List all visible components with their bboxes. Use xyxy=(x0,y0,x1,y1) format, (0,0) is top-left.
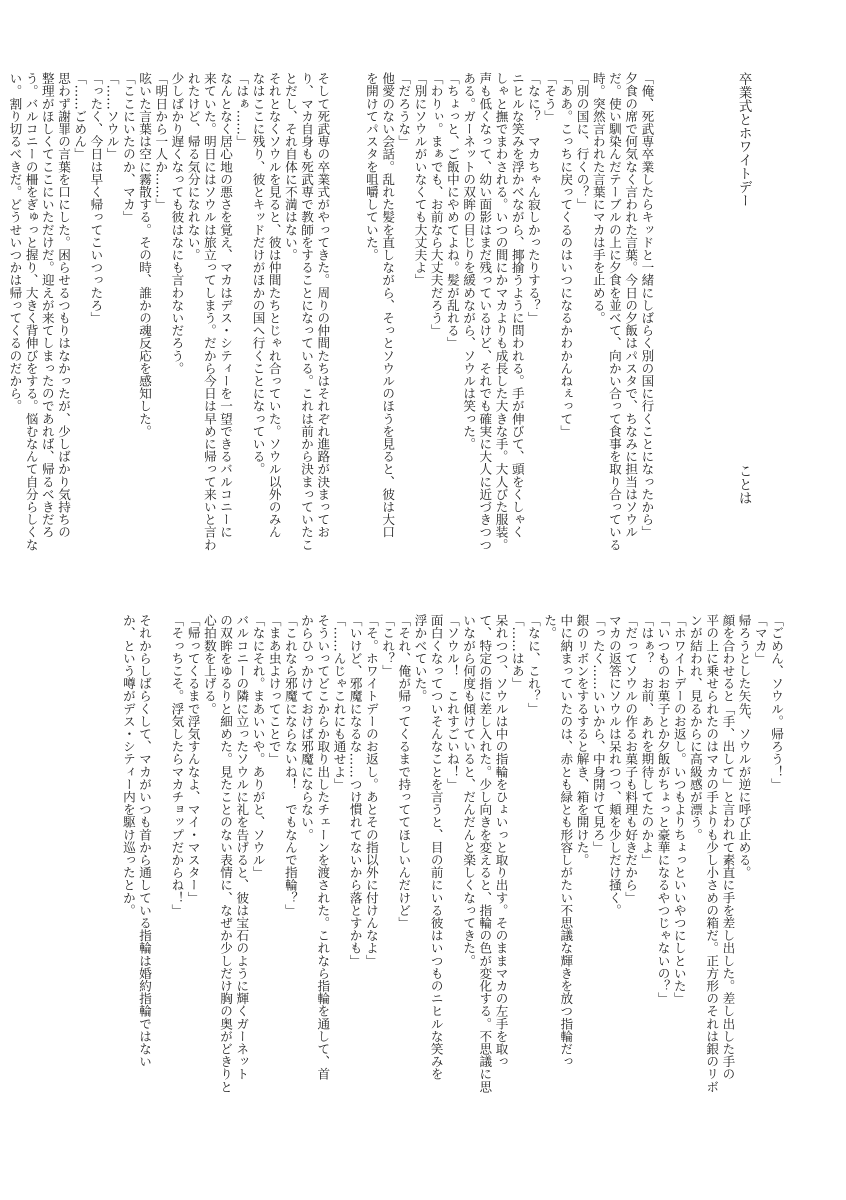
text-line: ある。ガーネットの双眸の目じりを緩めながら、ソウルは笑った。 xyxy=(461,72,477,450)
text-line: 「はぁ……」 xyxy=(234,72,250,148)
text-line: 「そっちこそ。浮気したらマカチョップだからね！」 xyxy=(169,614,185,917)
text-line: 「これなら邪魔にならないね！ でもなんで指輪？」 xyxy=(282,614,298,917)
text-line: からひっかけておけば邪魔にならない。 xyxy=(299,614,315,841)
text-line xyxy=(330,72,346,542)
text-line: 夕食の席で何気なく言われた言葉。今日の夕飯はパスタで、ちなみに担当はソウル xyxy=(623,72,639,539)
text-line: いながら何度も傾けていると、だんだんと楽しくなってきた。 xyxy=(461,614,477,967)
text-line: 整理がほしくてここにいただけだ。迎えが来てしまったのであれば、帰るべきだろ xyxy=(39,72,55,539)
text-line: 「だろうな」 xyxy=(396,72,412,148)
text-line: それとなくソウルを見ると、彼は仲間たちとじゃれ合っていた。ソウル以外のみん xyxy=(266,72,282,539)
text-line: とだし、それ自体に不満はない。 xyxy=(282,72,298,261)
text-line: 「なに、これ？」 xyxy=(525,614,541,715)
text-line: 「マカ」 xyxy=(752,614,768,665)
text-line: 「だってソウルの作るお菓子も料理も好きだから」 xyxy=(623,614,639,904)
text-line: 「いつものお菓子とか夕飯がちょっと豪華になるやつじゃないの？」 xyxy=(655,614,671,1005)
text-line: マカの返答にソウルは呆れつつ、頬を少しだけ掻く。 xyxy=(606,614,622,917)
text-line: 銀のリボンをするすると解き、箱を開けた。 xyxy=(574,614,590,866)
text-line: 呆れつつ、ソウルは中の指輪をひょいっと取り出す。そのままマカの左手を取っ xyxy=(493,614,509,1068)
text-line: ニヒルな笑みを浮かべながら、揶揄うように問われる。手が伸びて、頭をくしゃく xyxy=(509,72,525,539)
text-line: バルコニーの隣に立ったソウルに礼を告げると、彼は宝石のように輝くガーネット xyxy=(234,614,250,1081)
text-line: 顔を合わせると「手、出して」と言われて素直に手を差し出した。差し出した手の xyxy=(720,614,736,1081)
upper-text-block xyxy=(7,72,784,551)
text-line: 「はぁ？ お前、あれを期待してたのかよ」 xyxy=(639,614,655,866)
text-line: 「別にソウルがいなくても大丈夫よ」 xyxy=(412,72,428,287)
text-line: 「明日から一人か……」 xyxy=(153,72,169,211)
text-line: 「それ、俺が帰ってくるまで持っててほしいんだけど」 xyxy=(396,614,412,929)
text-line: 思わず謝罪の言葉を口にした。困らせるつもりはなかったが、少しばかり気持ちの xyxy=(56,72,72,539)
text-line: 「……ごめん」 xyxy=(72,72,88,161)
text-line: て、特定の指に差し入れた。少し向きを変えると、指輪の色が変化する。不思議に思 xyxy=(477,614,493,1093)
text-line: 「まあ虫よけってことで」 xyxy=(266,614,282,766)
story-title: 卒業式とホワイトデー ことは xyxy=(735,72,752,504)
author-name: ことは xyxy=(735,463,752,504)
text-line: た。 xyxy=(542,614,558,640)
text-line: 呟いた言葉は空に霧散する。その時、誰かの魂反応を感知した。 xyxy=(137,72,153,438)
text-line: 「俺、死武専卒業したらキッドと一緒にしばらく別の国に行くことになったから」 xyxy=(639,72,655,539)
text-line: だ。使い馴染んだテーブルの上に夕食を並べて、向かい合って食事を取り合っている xyxy=(606,72,622,551)
text-line: 「ったく……いいから、中身開けて見ろ」 xyxy=(590,614,606,854)
text-line: 「ここにいたのか、マカ」 xyxy=(120,72,136,224)
text-line: の双眸をゆるりと細めた。見たことのない表情に、なぜか少しだけ胸の奥がどきりと xyxy=(218,614,234,1093)
text-line: い。割り切るべきだ。どうせいつかは帰ってくるのだから。 xyxy=(7,72,23,413)
text-line: 浮かべていた。 xyxy=(412,614,428,703)
text-line: 「帰ってくるまで浮気すんなよ、マイ・マスター」 xyxy=(185,614,201,904)
text-line: 「別の国に、行くの？」 xyxy=(574,72,590,211)
text-line: 来ていた。明日にはソウルは旅立ってしまう。だから今日は早めに帰って来いと言わ xyxy=(201,72,217,551)
text-line: 「ソウル！ これすごいね！」 xyxy=(444,614,460,791)
text-line: 「ちょっと、ご飯中にやめてよね。髪が乱れる」 xyxy=(444,72,460,350)
text-line: なはここに残り、彼とキッドだけがほかの国へ行くことになっている。 xyxy=(250,72,266,476)
text-line: 「……ソウル」 xyxy=(104,72,120,161)
text-line: そして死武専の卒業式がやってきた。周りの仲間たちはそれぞれ進路が決まってお xyxy=(315,72,331,539)
text-line: それからしばらくして、マカがいつも首から通している指輪は婚約指輪ではない xyxy=(137,614,153,1068)
text-line: 中に納まっていたのは、赤とも緑とも形容しがたい不思議な輝きを放つ指輪だっ xyxy=(558,614,574,1068)
text-line: 「わりぃ。まぁでも、お前なら大丈夫だろう」 xyxy=(428,72,444,337)
text-line: 少しばかり遅くなっても彼はなにも言わないだろう。 xyxy=(169,72,185,375)
text-line: 面白くなってついそんなことを言うと、目の前にいる彼はいつものニヒルな笑みを xyxy=(428,614,444,1081)
text-line: そういってどこからか取り出したチェーンを渡された。これなら指輪を通して、首 xyxy=(315,614,331,1081)
text-line: 「ホワイトデーのお返し。いつもよりちょっといいやつにしといた」 xyxy=(671,614,687,1005)
text-line xyxy=(152,614,168,1096)
text-line: 帰ろうとした矢先、ソウルが逆に呼び止める。 xyxy=(736,614,752,879)
text-line: り、マカ自身も死武専で教師をすることになっている。これは前から決まっていたこ xyxy=(299,72,315,551)
text-line: 心拍数を上げる。 xyxy=(201,614,217,715)
text-line: 「いけど、邪魔になるな……つけ慣れてないから落とすかも」 xyxy=(347,614,363,967)
text-line: 「そう」 xyxy=(542,72,558,123)
text-line: 平の上に乗せられたのはマカの手よりも少し小さめの箱だ。正方形のそれは銀のリボ xyxy=(704,614,720,1093)
text-line: なんとなく居心地の悪さを覚え、マカはデス・シティーを一望できるバルコニーに xyxy=(218,72,234,539)
text-line: 「……んじゃこれにも通せよ」 xyxy=(331,614,347,791)
text-line: 「これ？」 xyxy=(380,614,396,677)
text-line: ンが結われ、見るからに高級感が漂う。 xyxy=(687,614,703,841)
text-line: 「……はあ」 xyxy=(509,614,525,690)
text-line: う。バルコニーの柵をぎゅっと握り、大きく背伸びをする。悩むなんて自分らしくな xyxy=(23,72,39,551)
text-line: 「ごめん、ソウル。帰ろう！」 xyxy=(769,614,784,791)
text-line: 声も低くなって、幼い面影はまだ残っているけど、それでも確実に大人に近づきつつ xyxy=(477,72,493,551)
text-line: しゃと撫でまわされる。いつの間にかマカよりも成長した大きな手。大人びた服装。 xyxy=(493,72,509,551)
text-line xyxy=(347,72,363,542)
text-line: れたけど、帰る気分になれない。 xyxy=(185,72,201,261)
text-line: 時。突然言われた言葉にマカは手を止める。 xyxy=(590,72,606,324)
lower-text-block xyxy=(64,614,784,1096)
text-line: 「ああ。こっちに戻ってくるのはいつになるかわかんねぇって」 xyxy=(558,72,574,438)
text-line: 「なに？ マカちゃん寂しかったりする？」 xyxy=(525,72,541,324)
text-line: 「なにそれ。まあいいや。ありがと、ソウル」 xyxy=(250,614,266,879)
blank-line xyxy=(687,72,703,542)
text-line: 他愛のない会話。乱れた髪を直しながら、そっとソウルのほうを見ると、彼は大口 xyxy=(380,72,396,539)
text-line: か、という噂がデス・シティー内を駆け巡ったとか。 xyxy=(120,614,136,917)
text-line: 「そ。ホワイトデーのお返し。あとその指以外に付けんなよ」 xyxy=(363,614,379,967)
text-line: を開けてパスタを咀嚼していた。 xyxy=(363,72,379,261)
text-line: 「ったく、今日は早く帰ってこいつったろ」 xyxy=(88,72,104,324)
